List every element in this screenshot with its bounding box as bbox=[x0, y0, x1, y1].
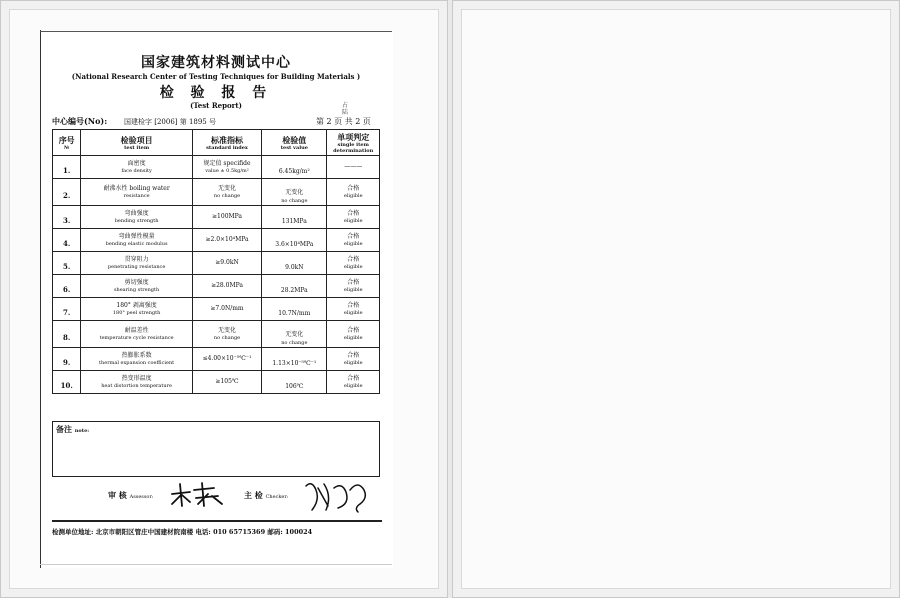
row-number: 8. bbox=[63, 332, 71, 342]
test-value-cn: 3.6×10⁴MPa bbox=[275, 240, 314, 248]
report-title-cn: 检 验 报 告 bbox=[159, 85, 273, 101]
table-row bbox=[53, 179, 380, 206]
cell-no bbox=[53, 206, 81, 229]
checker-signature bbox=[298, 476, 378, 516]
row-number: 5. bbox=[63, 261, 71, 271]
determination-en: eligible bbox=[343, 334, 363, 341]
cell-test-item bbox=[81, 156, 192, 179]
determination-cn: ——— bbox=[344, 163, 363, 170]
test-item-en: resistance bbox=[123, 192, 150, 199]
cell-standard-index bbox=[192, 298, 261, 321]
row-number: 7. bbox=[63, 307, 71, 317]
assessor-label bbox=[108, 490, 154, 501]
test-item-cn: 耐温差性 bbox=[124, 326, 149, 334]
test-item-cn: 180° 剥离强度 bbox=[116, 301, 157, 309]
cell-test-value bbox=[262, 229, 327, 252]
standard-index-en: value ± 0.5kg/m² bbox=[205, 167, 249, 174]
test-item-en: shearing strength bbox=[113, 286, 160, 293]
paper-bottom-edge bbox=[40, 564, 392, 565]
determination-cn: 合格 bbox=[347, 184, 360, 192]
cell-test-item bbox=[81, 348, 192, 371]
test-value-cn: 28.2MPa bbox=[280, 286, 308, 294]
report-title-en: (Test Report) bbox=[190, 101, 242, 110]
cell-test-value bbox=[262, 206, 327, 229]
cell-determination bbox=[327, 321, 380, 348]
determination-cn: 合格 bbox=[347, 255, 360, 263]
determination-cn: 合格 bbox=[347, 301, 360, 309]
assessor-signature bbox=[168, 480, 228, 508]
determination-en: eligible bbox=[343, 240, 363, 247]
test-value-en: no change bbox=[281, 340, 308, 346]
right-page-frame bbox=[452, 0, 900, 598]
cell-no bbox=[53, 179, 81, 206]
cell-standard-index bbox=[192, 348, 261, 371]
cell-standard-index bbox=[192, 371, 261, 394]
cell-test-value bbox=[262, 156, 327, 179]
assessor-label-cn: 审 核 bbox=[108, 490, 127, 500]
cell-standard-index bbox=[192, 206, 261, 229]
header-determination bbox=[327, 130, 380, 156]
determination-cn: 合格 bbox=[347, 209, 360, 217]
test-value-cn: 9.0kN bbox=[285, 263, 304, 271]
row-number: 2. bbox=[63, 190, 71, 200]
table-row bbox=[53, 371, 380, 394]
standard-index-cn: ≥105℃ bbox=[215, 378, 239, 385]
table-row bbox=[53, 206, 380, 229]
cell-test-item bbox=[81, 298, 192, 321]
page-indicator: 第 2 页 共 2 页 bbox=[316, 117, 371, 126]
standard-index-cn: ≥9.0kN bbox=[215, 259, 239, 266]
test-item-en: 180° peel strength bbox=[112, 309, 161, 316]
cell-determination bbox=[327, 206, 380, 229]
row-number: 4. bbox=[63, 238, 71, 248]
test-item-cn: 贯穿阻力 bbox=[124, 255, 149, 263]
row-number: 10. bbox=[60, 380, 73, 390]
cell-determination bbox=[327, 298, 380, 321]
determination-en: eligible bbox=[343, 309, 363, 316]
determination-cn: 合格 bbox=[347, 326, 360, 334]
header-test-item bbox=[81, 130, 192, 156]
checker-label-en: Checker: bbox=[265, 494, 289, 500]
cell-test-value bbox=[262, 275, 327, 298]
determination-en: eligible bbox=[343, 286, 363, 293]
test-item-cn: 热膨胀系数 bbox=[121, 351, 152, 359]
cell-determination bbox=[327, 371, 380, 394]
determination-en: eligible bbox=[343, 217, 363, 224]
footer-rule bbox=[52, 520, 382, 522]
test-results-table bbox=[52, 129, 380, 394]
table-row bbox=[53, 275, 380, 298]
cell-test-item bbox=[81, 275, 192, 298]
header-en: single item determination bbox=[333, 141, 374, 154]
cell-no bbox=[53, 298, 81, 321]
test-item-en: bending elastic modulus bbox=[105, 240, 168, 247]
table-row bbox=[53, 156, 380, 179]
test-value-cn: 1.13×10⁻⁵℃⁻¹ bbox=[272, 359, 317, 367]
row-number: 9. bbox=[63, 357, 71, 367]
table-row bbox=[53, 229, 380, 252]
test-item-cn: 热变形温度 bbox=[121, 374, 152, 382]
header-no bbox=[53, 130, 81, 156]
cell-determination bbox=[327, 275, 380, 298]
standard-index-cn: 规定值 specifide bbox=[203, 159, 251, 167]
cell-no bbox=[53, 229, 81, 252]
assessor-label-en: Assessor: bbox=[129, 494, 154, 500]
cell-no bbox=[53, 348, 81, 371]
determination-en: eligible bbox=[343, 192, 363, 199]
header-en: № bbox=[63, 144, 70, 151]
cell-test-item bbox=[81, 321, 192, 348]
header-test-value bbox=[262, 130, 327, 156]
cell-no bbox=[53, 275, 81, 298]
test-value-cn: 无变化 bbox=[285, 189, 304, 196]
standard-index-cn: ≥100MPa bbox=[212, 213, 242, 220]
test-item-en: temperature cycle resistance bbox=[99, 334, 174, 341]
header-cn: 单项判定 bbox=[337, 131, 370, 142]
cell-standard-index bbox=[192, 229, 261, 252]
cell-test-item bbox=[81, 252, 192, 275]
test-item-cn: 弯曲弹性模量 bbox=[118, 232, 155, 240]
header-en: standard index bbox=[206, 144, 248, 151]
notes-label bbox=[56, 424, 89, 435]
cell-test-value bbox=[262, 348, 327, 371]
table-row bbox=[53, 298, 380, 321]
row-number: 6. bbox=[63, 284, 71, 294]
header-en: test item bbox=[124, 144, 150, 151]
test-item-cn: 剪切强度 bbox=[124, 278, 149, 286]
header-cn: 检验值 bbox=[282, 134, 307, 145]
test-item-en: bending strength bbox=[114, 217, 159, 224]
table-row bbox=[53, 348, 380, 371]
standard-index-en: no change bbox=[213, 192, 241, 199]
checker-label-cn: 主 检 bbox=[244, 490, 263, 500]
determination-en: eligible bbox=[343, 263, 363, 270]
standard-index-cn: ≥2.0×10⁴MPa bbox=[205, 236, 249, 243]
determination-cn: 合格 bbox=[347, 232, 360, 240]
determination-cn: 合格 bbox=[347, 351, 360, 359]
cell-test-item bbox=[81, 179, 192, 206]
notes-label-en: note: bbox=[74, 428, 90, 434]
table-header-row bbox=[53, 130, 380, 156]
cell-no bbox=[53, 321, 81, 348]
cell-standard-index bbox=[192, 275, 261, 298]
standard-index-cn: ≥28.0MPa bbox=[211, 282, 243, 289]
test-value-cn: 106℃ bbox=[285, 382, 304, 390]
table-row bbox=[53, 252, 380, 275]
cell-standard-index bbox=[192, 156, 261, 179]
standard-index-cn: 无变化 bbox=[218, 184, 237, 192]
cell-standard-index bbox=[192, 179, 261, 206]
cell-test-value bbox=[262, 298, 327, 321]
cell-determination bbox=[327, 348, 380, 371]
header-cn: 序号 bbox=[58, 134, 75, 145]
test-value-cn: 131MPa bbox=[281, 217, 307, 225]
test-item-en: heat distortion temperature bbox=[101, 382, 172, 389]
cell-test-item bbox=[81, 229, 192, 252]
test-item-cn: 弯曲强度 bbox=[124, 209, 149, 217]
cell-no bbox=[53, 371, 81, 394]
report-number-label: 中心编号(No): bbox=[52, 116, 108, 126]
cell-test-item bbox=[81, 371, 192, 394]
test-value-cn: 6.45kg/m² bbox=[278, 167, 310, 175]
test-item-cn: 面密度 bbox=[127, 159, 146, 167]
table-row bbox=[53, 321, 380, 348]
cell-test-value bbox=[262, 371, 327, 394]
cell-test-value bbox=[262, 321, 327, 348]
test-item-cn: 耐沸水性 boiling water bbox=[103, 184, 170, 192]
test-value-en: no change bbox=[281, 198, 308, 204]
header-en: test value bbox=[280, 144, 308, 151]
center-title-en: (National Research Center of Testing Techniques for Building Materials ) bbox=[71, 72, 361, 81]
cell-standard-index bbox=[192, 252, 261, 275]
header-standard-index bbox=[192, 130, 261, 156]
checker-label bbox=[244, 490, 288, 501]
header-cn: 标准指标 bbox=[211, 134, 244, 145]
page-stamp: 占 陆 bbox=[342, 102, 349, 116]
standard-index-cn: ≤4.00×10⁻⁵℃⁻¹ bbox=[202, 355, 252, 362]
test-value-cn: 10.7N/mm bbox=[278, 309, 311, 317]
standard-index-en: no change bbox=[213, 334, 241, 341]
test-item-en: face density bbox=[121, 167, 152, 174]
lab-address: 检测单位地址: 北京市朝阳区管庄中国建材院南楼 电话: 010 65715369 邮码: 100024 bbox=[52, 528, 313, 536]
cell-test-value bbox=[262, 179, 327, 206]
test-item-en: penetrating resistance bbox=[107, 263, 166, 270]
cell-determination bbox=[327, 252, 380, 275]
cell-determination bbox=[327, 179, 380, 206]
standard-index-cn: 无变化 bbox=[218, 326, 237, 334]
center-title-cn: 国家建筑材料测试中心 bbox=[141, 55, 291, 71]
row-number: 3. bbox=[63, 215, 71, 225]
header-cn: 检验项目 bbox=[120, 134, 153, 145]
notes-box bbox=[52, 421, 380, 477]
standard-index-cn: ≥7.0N/mm bbox=[210, 305, 244, 312]
cell-test-value bbox=[262, 252, 327, 275]
cell-no bbox=[53, 252, 81, 275]
cell-test-item bbox=[81, 206, 192, 229]
cell-standard-index bbox=[192, 321, 261, 348]
notes-label-cn: 备注 bbox=[56, 424, 72, 434]
test-item-en: thermal expansion coefficient bbox=[99, 359, 175, 366]
determination-cn: 合格 bbox=[347, 278, 360, 286]
report-number-value: 国建检字 [2006] 第 1895 号 bbox=[124, 118, 216, 126]
cell-no bbox=[53, 156, 81, 179]
determination-en: eligible bbox=[343, 359, 363, 366]
determination-en: eligible bbox=[343, 382, 363, 389]
cell-determination bbox=[327, 156, 380, 179]
cell-determination bbox=[327, 229, 380, 252]
paper-top-edge bbox=[40, 31, 392, 32]
row-number: 1. bbox=[63, 165, 71, 175]
determination-cn: 合格 bbox=[347, 374, 360, 382]
test-value-cn: 无变化 bbox=[285, 331, 304, 338]
